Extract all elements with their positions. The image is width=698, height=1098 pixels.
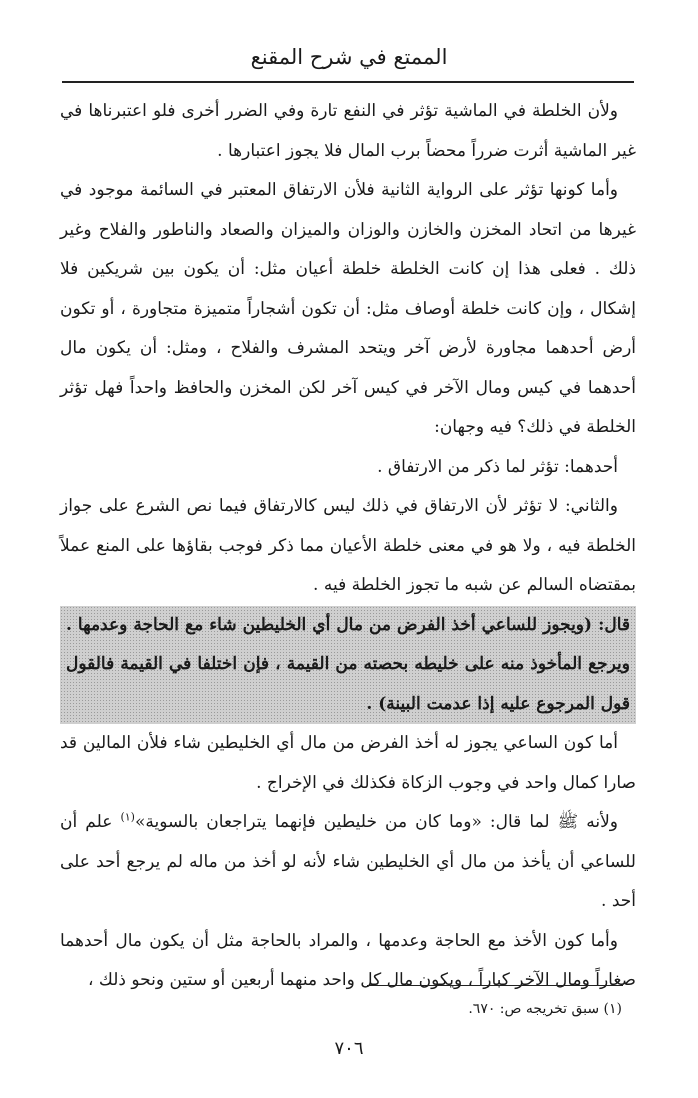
paragraph-4: والثاني: لا تؤثر لأن الارتفاق في ذلك ليس كالارتفاق فيما نص الشرع على جواز الخلطة فيه ، ولا هو في معنى خلطة الأعيان مما ذكر فوجب بقاؤها على المنع عملاً بمقتضاه السالم عن شبه ما تجوز الخلطة فيه . <box>60 496 636 595</box>
quoted-text-block: قال: (ويجوز للساعي أخذ الفرض من مال أي الخليطين شاء مع الحاجة وعدمها . ويرجع المأخوذ منه على خليطه بحصته من القيمة ، فإن اختلفا في القيمة فالقول قول المرجوع عليه إذا عدمت البينة) . <box>60 606 636 725</box>
footnote: (١) سبق تخريجه ص: ٦٧٠. <box>468 1001 622 1017</box>
paragraph-6-text-a: ولأنه ﷺ لما قال: «وما كان من خليطين فإنهما يتراجعان بالسوية» <box>134 812 618 832</box>
footnote-reference: (١) <box>120 810 135 824</box>
paragraph-5: أما كون الساعي يجوز له أخذ الفرض من مال أي الخليطين شاء فلأن المالين قد صارا كمال واحد في وجوب الزكاة فكذلك في الإخراج . <box>60 733 636 793</box>
paragraph-7: وأما كون الأخذ مع الحاجة وعدمها ، والمراد بالحاجة مثل أن يكون مال أحدهما صغاراً ومال الآخر كباراً ، ويكون مال كل واحد منهما أربعين أو ستين ونحو ذلك ، <box>60 930 636 990</box>
main-text <box>60 92 636 1001</box>
paragraph-6 <box>60 803 636 922</box>
header-rule <box>62 81 634 83</box>
footnote-rule <box>367 985 623 986</box>
paragraph-1: ولأن الخلطة في الماشية تؤثر في النفع تارة وفي الضرر أخرى فلو اعتبرناها في غير الماشية أثرت ضرراً محضاً برب المال فلا يجوز اعتبارها . <box>60 101 636 161</box>
paragraph-3: أحدهما: تؤثر لما ذكر من الارتفاق . <box>377 456 618 477</box>
running-header: الممتع في شرح المقنع <box>250 45 448 69</box>
page-number: ٧٠٦ <box>334 1038 364 1059</box>
paragraph-2: وأما كونها تؤثر على الرواية الثانية فلأن الارتفاق المعتبر في السائمة موجود في غيرها من اتحاد المخزن والخازن والوزان والميزان والصعاد والناطور والفلاح وغير ذلك . فعلى هذا إن كانت الخلطة خلطة أعيان مثل: أن يكون بين شريكين فلا إشكال ، وإن كانت خلطة أوصاف مثل: أن تكون أشجاراً متميزة متجاورة ، أو تكون أرض أحدهما مجاورة لأرض آخر ويتحد المشرف والفلاح ، ومثل: أن يكون مال أحدهما في كيس ومال الآخر في كيس آخر لكن المخزن والحافظ واحداً فهل تؤثر الخلطة في ذلك؟ فيه وجهان: <box>60 180 636 437</box>
paragraph-6-text-b: علم أن للساعي أن يأخذ من مال أي الخليطين شاء لأنه لو أخذ من ماله لم يرجع أحد على أحد . <box>60 812 636 911</box>
